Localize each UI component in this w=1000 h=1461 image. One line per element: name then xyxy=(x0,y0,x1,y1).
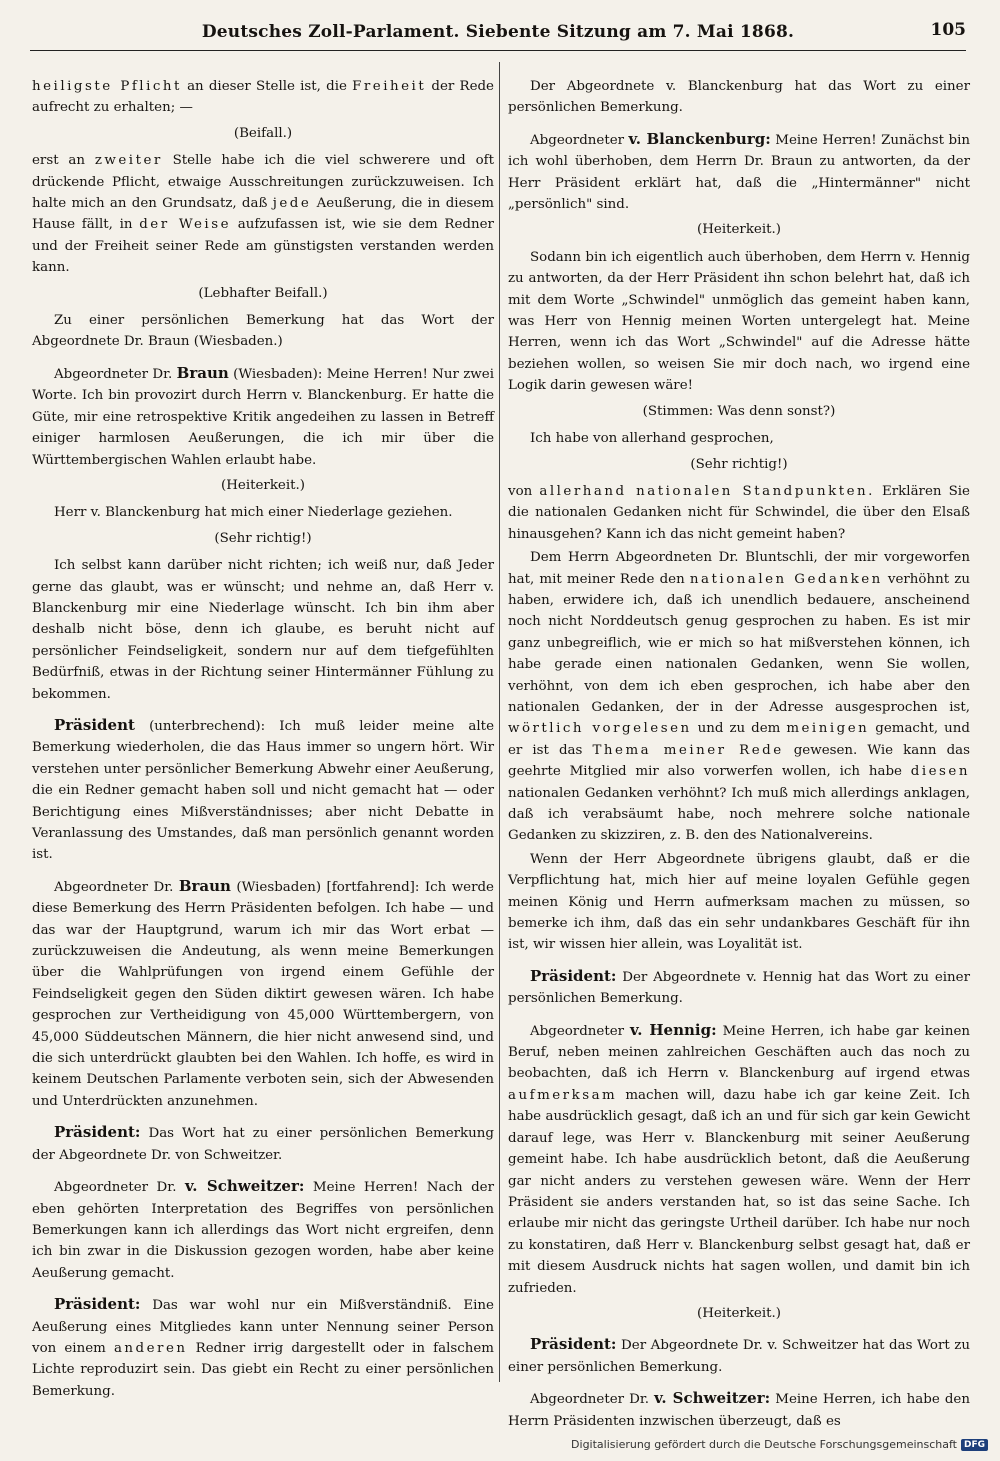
text: Aeußerung, die in diesem Hause fällt, in xyxy=(32,196,494,233)
text: Abgeordneter Dr. xyxy=(530,1392,650,1408)
text: Der Abgeordnete Dr. v. Schweitzer hat das Wort zu einer persönlichen Bemerkung. xyxy=(508,1338,970,1375)
text: Stelle habe ich die viel schwerere und oft drückende Pflicht, etwaige Ausschreitungen zurückzuweisen. Ich halte mich an den Grundsatz, daß xyxy=(32,153,494,212)
text: Abgeordneter xyxy=(530,1023,625,1039)
text: nationalen Gedanken verhöhnt? Ich muß mich allerdings anklagen, daß ich verabsäumt habe, noch mehrere solche nationale Gedanken zu skizziren, z. B. den des Nationalvereins. xyxy=(508,785,970,844)
spaced-text: anderen xyxy=(113,1340,188,1356)
spaced-text: jede xyxy=(272,196,312,212)
text: Meine Herren, ich habe gar keinen Beruf, neben meinen zahlreichen Geschäften auch das noch zu beobachten, daß ich Herrn v. Blanckenburg auf irgend etwas xyxy=(508,1023,971,1082)
spaced-text: allerhand nationalen Standpunkten. xyxy=(539,483,875,499)
speech-paragraph xyxy=(32,715,494,866)
stage-direction: (Stimmen: Was denn sonst?) xyxy=(642,403,836,419)
text: Das Wort hat zu einer persönlichen Bemerkung der Abgeordnete Dr. von Schweitzer. xyxy=(32,1126,494,1163)
text: erst an xyxy=(32,153,86,169)
stage-direction: (Heiterkeit.) xyxy=(697,222,781,238)
spaced-text: nationalen Gedanken xyxy=(689,571,883,587)
text: der Rede aufrecht zu erhalten; — xyxy=(32,79,494,116)
text: an dieser Stelle ist, die xyxy=(187,79,347,94)
dfg-logo-icon: DFG xyxy=(961,1439,988,1451)
speech-paragraph xyxy=(32,1294,494,1402)
speech-paragraph xyxy=(32,1176,494,1284)
text: Das war wohl nur ein Mißverständniß. Eine Aeußerung eines Mitgliedes kann unter Nennung seiner Person von einem xyxy=(32,1298,494,1356)
spaced-text: aufmerksam xyxy=(508,1087,618,1103)
text: Meine Herren! Zunächst bin ich wohl überhoben, dem Herrn Dr. Braun zu antworten, da der Herr Präsident erklärt hat, daß die „Hintermänner" nicht „persönlich" sind. xyxy=(508,132,971,213)
paragraph xyxy=(32,76,494,119)
paragraph: Der Abgeordnete v. Blanckenburg hat das Wort zu einer persönlichen Bemerkung. xyxy=(508,79,970,116)
speaker-name: Präsident: xyxy=(54,1295,141,1314)
paragraph: Ich habe von allerhand gesprochen, xyxy=(530,431,774,447)
spaced-text: der Weise xyxy=(139,217,232,233)
right-column xyxy=(508,76,970,1434)
paragraph: Zu einer persönlichen Bemerkung hat das Wort der Abgeordnete Dr. Braun (Wiesbaden.) xyxy=(32,313,494,350)
stage-direction: (Sehr richtig!) xyxy=(214,530,312,546)
text: Der Abgeordnete v. Hennig hat das Wort zu einer persönlichen Bemerkung. xyxy=(508,969,970,1007)
speech-paragraph xyxy=(508,1020,970,1299)
speech-paragraph xyxy=(508,1388,970,1432)
speaker-name: v. Schweitzer: xyxy=(185,1177,305,1196)
spaced-text: meinigen xyxy=(786,721,870,737)
stage-direction: (Heiterkeit.) xyxy=(697,1305,781,1321)
paragraph xyxy=(508,547,970,847)
column-divider xyxy=(499,62,500,1382)
running-title: Deutsches Zoll-Parlament. Siebente Sitzung am 7. Mai 1868. xyxy=(201,22,795,42)
speaker-name: Braun xyxy=(178,876,231,895)
speaker-name: Braun xyxy=(176,363,229,382)
text: (unterbrechend): Ich muß leider meine alte Bemerkung wiederholen, die das Haus immer so ungern hört. Wir verstehen unter persönlicher Bemerkung Abwehr einer Aeußerung, die ein Redner gemacht haben soll und nicht gemacht hat — oder Berichtigung eines Mißverständnisses; aber nicht Debatte in Veranlassung des Umstandes, daß man persönlich genannt worden ist. xyxy=(32,718,494,863)
left-column xyxy=(32,76,494,1404)
speaker-name: v. Hennig: xyxy=(630,1020,717,1039)
speech-paragraph xyxy=(508,1334,970,1378)
page-number: 105 xyxy=(930,20,966,40)
stage-direction: (Beifall.) xyxy=(233,125,293,141)
spaced-text: zweiter xyxy=(94,153,163,169)
paragraph: Herr v. Blanckenburg hat mich einer Niederlage geziehen. xyxy=(54,505,453,521)
spaced-text: heiligste Pflicht xyxy=(32,79,182,94)
spaced-text: diesen xyxy=(910,764,970,780)
text: Meine Herren, ich habe den Herrn Präsidenten inzwischen überzeugt, daß es xyxy=(508,1392,970,1429)
paragraph: Wenn der Herr Abgeordnete übrigens glaubt, daß er die Verpflichtung hat, mich hier auf meine loyalen Gefühle gegen meinen König und Herrn aufmerksam machen zu müssen, so bemerke ich ihm, daß das ein sehr undankbares Geschäft für ihn ist, wir wissen hier allein, was Loyalität ist. xyxy=(508,851,970,953)
speech-paragraph xyxy=(32,1122,494,1166)
text: Meine Herren! Nach der eben gehörten Interpretation des Begriffes von persönlichen Bemerkungen kann ich allerdings das Wort nicht ergreifen, denn ich bin zwar in die Diskussion gezogen worden, habe aber keine Aeußerung gemacht. xyxy=(32,1180,495,1281)
speech-paragraph xyxy=(32,876,494,1112)
text: machen will, dazu habe ich gar keine Zeit. Ich habe ausdrücklich gesagt, daß ich an und für sich gar kein Gewicht darauf lege, was Herr v. Blanckenburg mit seiner Aeußerung gemeint habe. Ich habe ausdrücklich betont, daß die Aeußerung gar nicht anders zu verstehen gewesen wäre. Wenn der Herr Präsident sie anders verstanden hat, so ist das seine Sache. Ich erlaube mir nicht das geringste Urtheil darüber. Ich habe nur noch zu konstatiren, daß Herr v. Blanckenburg selbst gesagt hat, daß er mit diesem Ausdruck nichts hat sagen wollen, und damit bin ich zufrieden. xyxy=(508,1087,970,1296)
spaced-text: Freiheit xyxy=(352,79,427,94)
spaced-text: wörtlich vorgelesen xyxy=(508,721,692,737)
speech-paragraph xyxy=(508,966,970,1010)
speaker-name: Präsident xyxy=(54,715,135,734)
paragraph xyxy=(32,150,494,278)
stage-direction: (Lebhafter Beifall.) xyxy=(198,285,328,301)
text: Dem Herrn Abgeordneten Dr. Bluntschli, der mir vorgeworfen hat, mit meiner Rede den xyxy=(508,550,970,587)
text: aufzufassen ist, wie sie dem Redner und der Freiheit seiner Rede am günstigsten verstanden werden kann. xyxy=(32,217,494,276)
page-header xyxy=(30,16,966,51)
text: gewesen. Wie kann das geehrte Mitglied mir also vorwerfen wollen, ich habe xyxy=(508,742,970,780)
speech-paragraph xyxy=(508,129,970,216)
speaker-name: Präsident: xyxy=(530,1335,617,1354)
text: von xyxy=(508,483,533,499)
paragraph xyxy=(508,481,970,545)
text: Abgeordneter Dr. xyxy=(54,1180,177,1196)
text: (Wiesbaden): Meine Herren! Nur zwei Worte. Ich bin provozirt durch Herrn v. Blanckenburg. Er hatte die Güte, mir eine retrospektive Kritik angedeihen zu lassen in Betreff einiger harmlosen Aeußerungen, die ich mir über die Württembergischen Wahlen erlaubt habe. xyxy=(32,366,494,468)
footer-credit: Digitalisierung gefördert durch die Deutsche Forschungsgemeinschaft xyxy=(571,1438,957,1451)
footer xyxy=(571,1438,988,1451)
stage-direction: (Heiterkeit.) xyxy=(221,477,305,493)
speaker-name: Präsident: xyxy=(530,966,617,985)
speaker-name: Präsident: xyxy=(54,1123,141,1142)
paragraph: Ich selbst kann darüber nicht richten; ich weiß nur, daß Jeder gerne das glaubt, was er wünscht; und nehme an, daß Herr v. Blanckenburg mir eine Niederlage wünscht. Ich bin ihm aber deshalb nicht böse, denn ich glaube, es beruht nicht auf persönlicher Feindseligkeit, sondern nur auf dem tiefgefühlten Bedürfniß, etwas in der Richtung seiner Hintermänner Fühlung zu bekommen. xyxy=(32,558,494,702)
text: Redner irrig dargestellt oder in falschem Lichte reproduzirt sein. Das giebt ein Recht zu einer persönlichen Bemerkung. xyxy=(32,1340,494,1399)
text: gemacht, und er ist das xyxy=(508,721,970,758)
text: Abgeordneter xyxy=(530,132,625,148)
spaced-text: Thema meiner Rede xyxy=(592,742,784,758)
text: verhöhnt zu haben, erwidere ich, daß ich unendlich bedauere, anscheinend noch nicht Norddeutsch genug gesprochen zu haben. Es ist mir ganz unbegreiflich, wie er mich so hat mißverstehen können, ich habe gerade einen nationalen Gedanken, wenn Sie wollen, verhöhnt, von dem ich eben gesprochen, ich habe aber den nationalen Gedanken, der in der Adresse ausgesprochen ist, xyxy=(508,571,970,715)
speaker-name: v. Schweitzer: xyxy=(654,1389,771,1408)
text: Abgeordneter Dr. xyxy=(54,879,174,895)
text: und zu dem xyxy=(697,721,781,737)
text: (Wiesbaden) [fortfahrend]: Ich werde diese Bemerkung des Herrn Präsidenten befolgen. Ich habe — und das war der Hauptgrund, warum ich mir das Wort erbat — zurückzuweisen die Andeutung, als wenn meine Bemerkungen über die Wahlprüfungen von irgend einem Gefühle der Feindseligkeit gegen den Süden diktirt gewesen wären. Ich habe gesprochen zur Vertheidigung von 45,000 Württembergern, von 45,000 Süddeutschen Männern, die hier nicht anwesend sind, und die sich unterdrückt glaubten bei den Wahlen. Ich hoffe, es wird in keinem Deutschen Parlamente verboten sein, sich der Abwesenden und Unterdrückten anzunehmen. xyxy=(32,879,494,1109)
speech-paragraph xyxy=(32,363,494,471)
text: Erklären Sie die nationalen Gedanken nicht für Schwindel, die über den Elsaß hinausgehen? Kann ich das nicht gemeint haben? xyxy=(508,483,970,542)
paragraph: Sodann bin ich eigentlich auch überhoben, dem Herrn v. Hennig zu antworten, da der Herr Präsident ihn schon belehrt hat, daß ich mit dem Worte „Schwindel" unmöglich das gemeint haben kann, was Herr von Hennig meinen Worten untergelegt hat. Meine Herren, wenn ich das Wort „Schwindel" auf die Adresse hätte beziehen wollen, so weisen Sie mir doch nach, wo irgend eine Logik darin gewesen wäre! xyxy=(508,249,970,394)
text: Abgeordneter Dr. xyxy=(54,366,173,382)
speaker-name: v. Blanckenburg: xyxy=(628,129,771,148)
stage-direction: (Sehr richtig!) xyxy=(690,456,788,472)
